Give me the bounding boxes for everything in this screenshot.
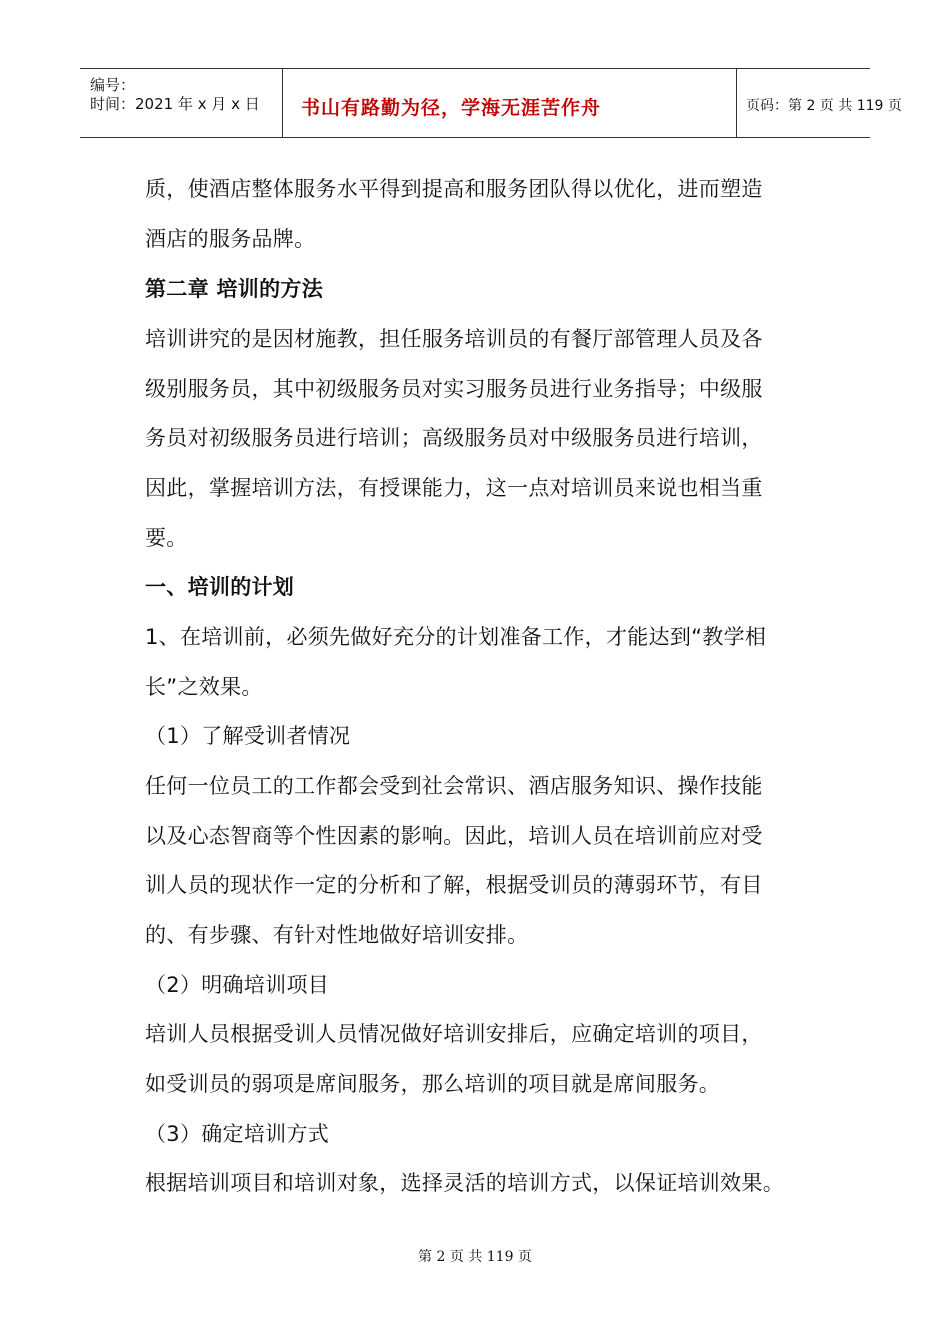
text-line: 酒店的服务品牌。 — [145, 227, 316, 251]
number-label: 编号： — [90, 76, 136, 94]
text-line: 培训人员根据受训人员情况做好培训安排后，应确定培训的项目， — [145, 1022, 763, 1046]
page-header — [80, 68, 902, 138]
text-line: 的、有步骤、有针对性地做好培训安排。 — [145, 923, 529, 947]
text-line: 如受训员的弱项是席间服务，那么培训的项目就是席间服务。 — [145, 1072, 721, 1096]
text-line: 培训讲究的是因材施教，担任服务培训员的有餐厅部管理人员及各 — [145, 327, 763, 351]
text-line: 级别服务员，其中初级服务员对实习服务员进行业务指导；中级服 — [145, 377, 763, 401]
text-line: 1、在培训前，必须先做好充分的计划准备工作，才能达到“教学相 — [145, 625, 767, 649]
header-left-cell — [80, 69, 282, 137]
text-line: 质，使酒店整体服务水平得到提高和服务团队得以优化，进而塑造 — [145, 177, 763, 201]
time-label: 时间：2021 年 x 月 x 日 — [90, 95, 260, 113]
page-footer: 第 2 页 共 119 页 — [418, 1249, 532, 1265]
text-line: 训人员的现状作一定的分析和了解，根据受训员的薄弱环节，有目 — [145, 873, 763, 897]
chapter-heading: 第二章 培训的方法 — [145, 277, 324, 301]
section-heading: 一、培训的计划 — [145, 575, 295, 599]
header-page-info: 页码：第 2 页 共 119 页 — [746, 98, 902, 114]
text-line: 要。 — [145, 526, 188, 550]
text-line: 务员对初级服务员进行培训；高级服务员对中级服务员进行培训， — [145, 426, 763, 450]
text-line: 任何一位员工的工作都会受到社会常识、酒店服务知识、操作技能 — [145, 774, 763, 798]
subheading: （1）了解受训者情况 — [145, 724, 351, 748]
text-line: 根据培训项目和培训对象，选择灵活的培训方式，以保证培训效果。 — [145, 1171, 784, 1195]
text-line: 长”之效果。 — [145, 675, 263, 699]
text-line: 以及心态智商等个性因素的影响。因此，培训人员在培训前应对受 — [145, 824, 763, 848]
header-right-cell — [736, 69, 902, 137]
subheading: （2）明确培训项目 — [145, 973, 330, 997]
subheading: （3）确定培训方式 — [145, 1122, 330, 1146]
text-line: 因此，掌握培训方法，有授课能力，这一点对培训员来说也相当重 — [145, 476, 763, 500]
motto: 书山有路勤为径，学海无涯苦作舟 — [301, 97, 602, 119]
header-motto-cell — [282, 69, 737, 137]
